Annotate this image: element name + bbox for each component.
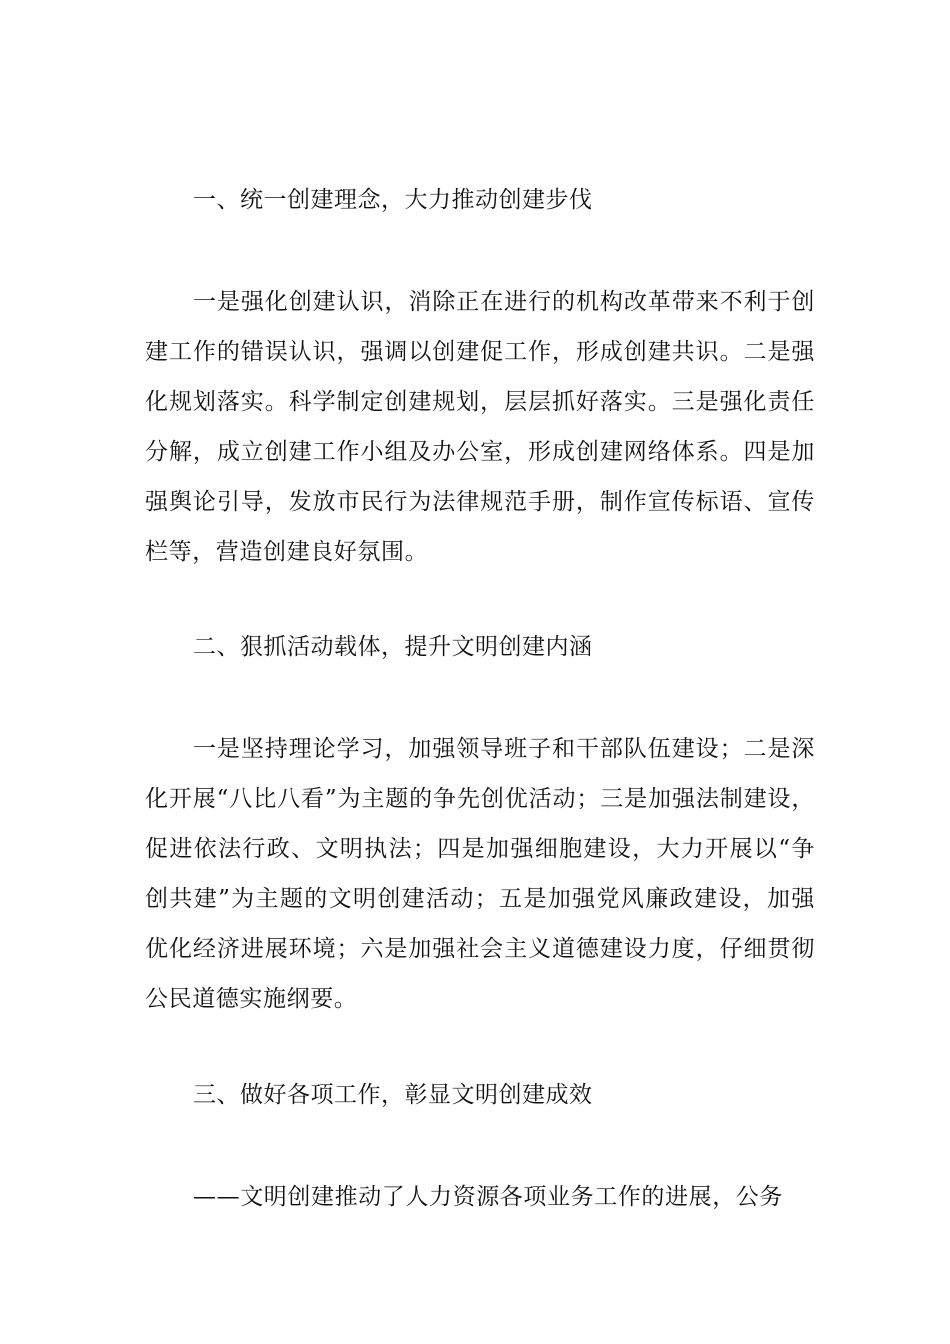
- section-1-paragraph: 一是强化创建认识，消除正在进行的机构改革带来不利于创建工作的错误认识，强调以创建促工作，形成创建共识。二是强化规划落实。科学制定创建规划，层层抓好落实。三是强化责任分解，成立创建工作小组及办公室，形成创建网络体系。四是加强舆论引导，发放市民行为法律规范手册，制作宣传标语、宣传栏等，营造创建良好氛围。: [145, 289, 815, 565]
- section-2-heading: 二、狠抓活动载体，提升文明创建内涵: [193, 634, 593, 660]
- section-3-heading: 三、做好各项工作，彰显文明创建成效: [193, 1082, 593, 1108]
- section-2-paragraph: 一是坚持理论学习，加强领导班子和干部队伍建设；二是深化开展“八比八看”为主题的争先创优活动；三是加强法制建设，促进依法行政、文明执法；四是加强细胞建设，大力开展以“争创共建”为主题的文明创建活动；五是加强党风廉政建设，加强优化经济进展环境；六是加强社会主义道德建设力度，仔细贯彻公民道德实施纲要。: [145, 736, 815, 1012]
- section-3-paragraph: ——文明创建推动了人力资源各项业务工作的进展，公务: [193, 1184, 783, 1210]
- section-1-heading: 一、统一创建理念，大力推动创建步伐: [193, 187, 593, 213]
